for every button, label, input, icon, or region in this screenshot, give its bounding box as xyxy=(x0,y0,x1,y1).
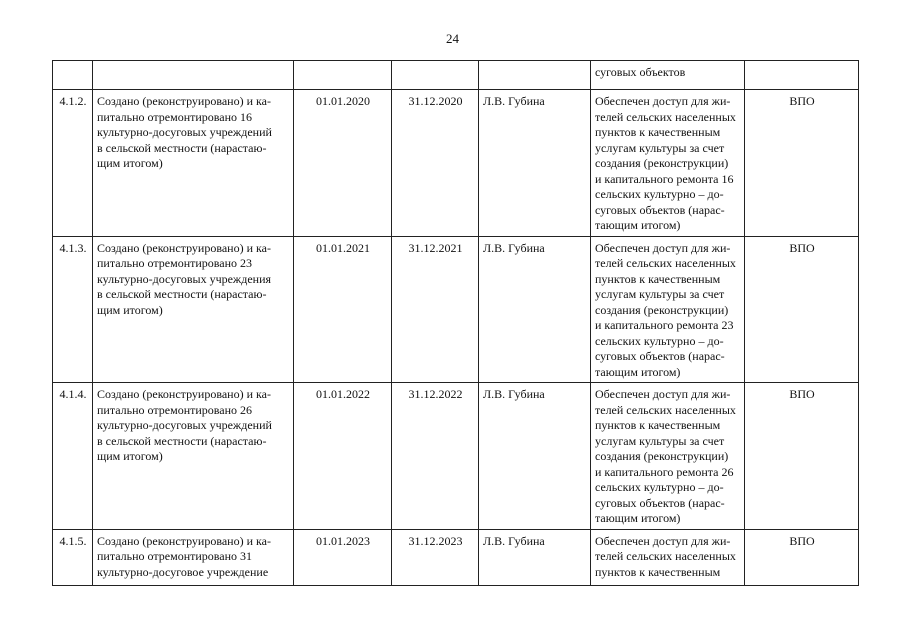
cell-name xyxy=(93,236,294,383)
cell-end xyxy=(392,529,479,585)
end-date: 31.12.2022 xyxy=(408,387,463,401)
cell-result xyxy=(591,383,745,530)
name-line: культурно-досуговое учреждение xyxy=(97,564,269,579)
cell-result xyxy=(591,529,745,585)
cell-source xyxy=(745,90,859,237)
cell-start xyxy=(294,61,392,90)
executor-name: Л.В. Губина xyxy=(483,240,545,255)
result-line: создания (реконструкции) xyxy=(595,302,729,317)
measures-table xyxy=(52,60,859,586)
executor-name: Л.В. Губина xyxy=(483,533,545,548)
result-line: телей сельских населенных xyxy=(595,109,736,124)
name-line: культурно-досуговых учреждений xyxy=(97,418,272,432)
result-line: суговых объектов (нарас- xyxy=(595,202,725,217)
funding-source: ВПО xyxy=(789,94,815,108)
result-line: Обеспечен доступ для жи- xyxy=(595,387,731,401)
result-line: и капитального ремонта 23 xyxy=(595,318,734,332)
item-number: 4.1.2. xyxy=(59,94,87,108)
start-date: 01.01.2022 xyxy=(316,387,370,401)
cell-executor xyxy=(479,383,591,530)
name-line: Создано (реконструировано) и ка- xyxy=(97,240,271,255)
cell-start xyxy=(294,236,392,383)
cell-name xyxy=(93,529,294,585)
table-row xyxy=(53,529,859,585)
name-line: щим итогом) xyxy=(97,449,163,463)
name-line: культурно-досуговых учреждений xyxy=(97,125,272,139)
result-line: телей сельских населенных xyxy=(595,256,736,270)
table-row xyxy=(53,90,859,237)
name-line: в сельской местности (нарастаю- xyxy=(97,140,267,155)
result-line: создания (реконструкции) xyxy=(595,449,729,463)
result-line: сельских культурно – до- xyxy=(595,187,724,201)
name-line: щим итогом) xyxy=(97,302,163,317)
name-line: в сельской местности (нарастаю- xyxy=(97,433,267,448)
cell-num xyxy=(53,90,93,237)
name-line: в сельской местности (нарастаю- xyxy=(97,287,267,301)
cell-executor xyxy=(479,90,591,237)
start-date: 01.01.2023 xyxy=(316,533,370,548)
name-line: Создано (реконструировано) и ка- xyxy=(97,94,271,108)
result-line: суговых объектов (нарас- xyxy=(595,349,725,363)
cell-end xyxy=(392,236,479,383)
cell-result xyxy=(591,236,745,383)
result-line: Обеспечен доступ для жи- xyxy=(595,94,731,108)
result-line: и капитального ремонта 26 xyxy=(595,464,734,479)
result-line: пунктов к качественным xyxy=(595,564,721,579)
result-line: пунктов к качественным xyxy=(595,125,721,139)
result-line: тающим итогом) xyxy=(595,364,681,379)
cell-name xyxy=(93,383,294,530)
name-line: питально отремонтировано 16 xyxy=(97,109,253,124)
name-line: культурно-досуговых учреждения xyxy=(97,271,272,286)
end-date: 31.12.2020 xyxy=(408,94,463,108)
name-line: питально отремонтировано 26 xyxy=(97,402,253,417)
result-line: суговых объектов (нарас- xyxy=(595,495,725,510)
result-line: Обеспечен доступ для жи- xyxy=(595,533,731,548)
cell-end xyxy=(392,90,479,237)
result-line: пунктов к качественным xyxy=(595,271,721,286)
end-date: 31.12.2021 xyxy=(408,240,463,255)
result-line: тающим итогом) xyxy=(595,218,681,232)
cell-num xyxy=(53,61,93,90)
result-line: суговых объектов xyxy=(595,65,686,79)
cell-name xyxy=(93,90,294,237)
result-line: и капитального ремонта 16 xyxy=(595,171,734,186)
cell-result xyxy=(591,61,745,90)
continuation-row xyxy=(53,61,859,90)
cell-name xyxy=(93,61,294,90)
result-line: тающим итогом) xyxy=(595,511,681,525)
page-number: 24 xyxy=(446,31,459,46)
result-line: пунктов к качественным xyxy=(595,418,721,432)
cell-start xyxy=(294,383,392,530)
result-line: услугам культуры за счет xyxy=(595,287,725,301)
executor-name: Л.В. Губина xyxy=(483,387,545,401)
cell-executor xyxy=(479,236,591,383)
name-line: Создано (реконструировано) и ка- xyxy=(97,533,271,548)
result-line: сельских культурно – до- xyxy=(595,480,724,494)
result-line: Обеспечен доступ для жи- xyxy=(595,240,731,255)
item-number: 4.1.5. xyxy=(59,533,87,548)
result-line: телей сельских населенных xyxy=(595,549,736,563)
cell-executor xyxy=(479,529,591,585)
end-date: 31.12.2023 xyxy=(408,533,463,548)
table-row xyxy=(53,383,859,530)
item-number: 4.1.3. xyxy=(59,240,87,255)
start-date: 01.01.2020 xyxy=(316,94,370,108)
cell-source xyxy=(745,236,859,383)
result-line: создания (реконструкции) xyxy=(595,156,729,170)
table-row xyxy=(53,236,859,383)
cell-num xyxy=(53,383,93,530)
item-number: 4.1.4. xyxy=(59,387,87,401)
cell-start xyxy=(294,529,392,585)
result-line: телей сельских населенных xyxy=(595,402,736,417)
funding-source: ВПО xyxy=(789,387,815,401)
cell-executor xyxy=(479,61,591,90)
start-date: 01.01.2021 xyxy=(316,240,370,255)
name-line: Создано (реконструировано) и ка- xyxy=(97,387,271,401)
cell-source xyxy=(745,529,859,585)
funding-source: ВПО xyxy=(789,533,815,548)
cell-source xyxy=(745,383,859,530)
cell-end xyxy=(392,61,479,90)
cell-start xyxy=(294,90,392,237)
cell-num xyxy=(53,529,93,585)
executor-name: Л.В. Губина xyxy=(483,94,545,108)
funding-source: ВПО xyxy=(789,240,815,255)
cell-result xyxy=(591,90,745,237)
result-line: сельских культурно – до- xyxy=(595,333,724,348)
result-line: услугам культуры за счет xyxy=(595,140,725,155)
name-line: питально отремонтировано 31 xyxy=(97,549,253,563)
name-line: щим итогом) xyxy=(97,156,163,170)
cell-num xyxy=(53,236,93,383)
cell-source xyxy=(745,61,859,90)
cell-end xyxy=(392,383,479,530)
result-line: услугам культуры за счет xyxy=(595,433,725,448)
name-line: питально отремонтировано 23 xyxy=(97,256,253,270)
